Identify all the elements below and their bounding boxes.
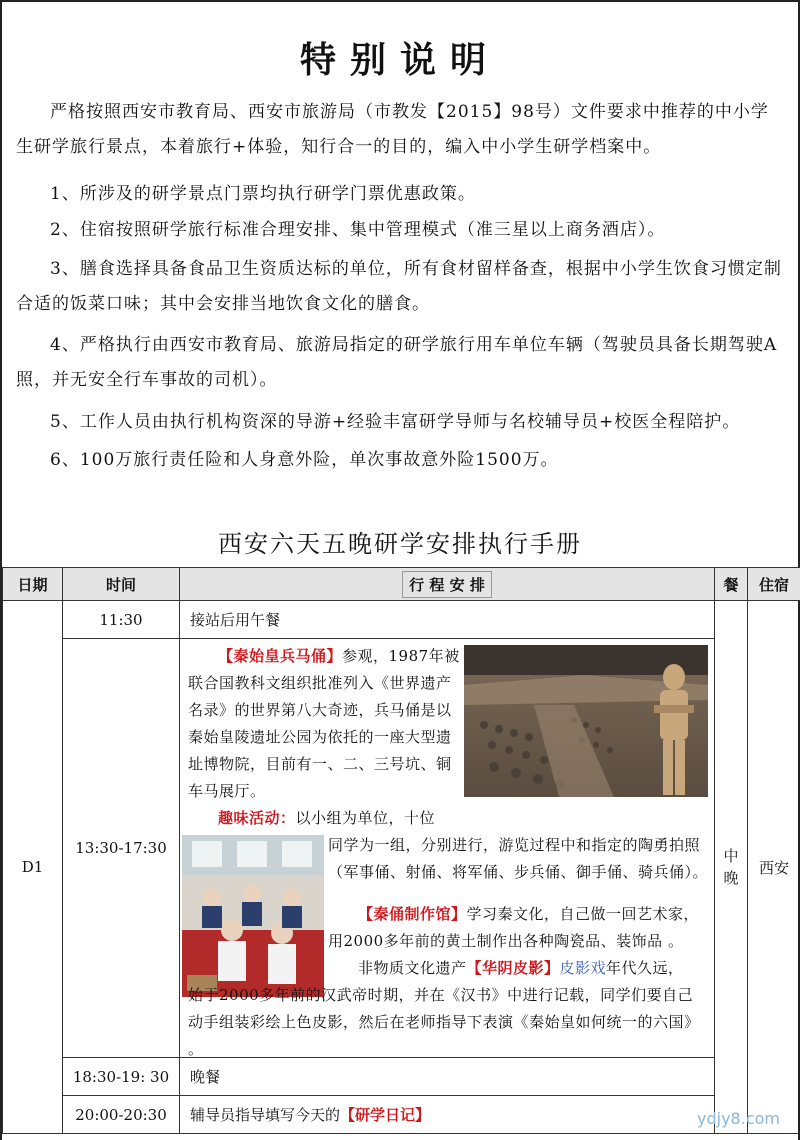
notice-item-4: 4、严格执行由西安市教育局、旅游局指定的研学旅行用车单位车辆（驾驶员具备长期驾驶A照，并无安全行车事故的司机）。: [16, 335, 778, 390]
activity-line-2: 同学为一组，分别进行，游览过程中和指定的陶勇拍照（军事俑、射俑、将军俑、步兵俑、御手俑、骑兵俑）。: [328, 836, 709, 881]
notice-item-3: 3、膳食选择具备食品卫生资质达标的单位，所有食材留样备查，根据中小学生饮食习惯定制合适的饭菜口味；其中会安排当地饮食文化的膳食。: [16, 259, 782, 314]
table-row: [3, 639, 800, 1058]
day-cell: D1: [3, 601, 63, 1134]
notice-intro: 严格按照西安市教育局、西安市旅游局（市教发【2015】98号）文件要求中推荐的中小学生研学旅行景点，本着旅行+体验，知行合一的目的，编入中小学生研学档案中。: [16, 102, 769, 157]
terracotta-warriors-photo: [464, 645, 708, 797]
time-cell: 20:00-20:30: [63, 1096, 180, 1134]
itinerary-cell: 辅导员指导填写今天的【研学日记】: [180, 1096, 715, 1134]
terracotta-paragraph: 【秦始皇兵马俑】参观，1987年被联合国教科文组织批准列入《世界遗产名录》的世界第八大奇迹，兵马俑是以秦始皇陵遗址公园为依托的一座大型遗址博物院，目前有一、二、三号坑、铜车马展厅。: [188, 647, 460, 800]
header-lodging: 住宿: [748, 568, 800, 601]
schedule-title: 西安六天五晚研学安排执行手册: [218, 530, 582, 558]
header-day: 日期: [3, 568, 63, 601]
time-cell: 11:30: [63, 601, 180, 639]
notice-item-5: 5、工作人员由执行机构资深的导游+经验丰富研学导师与名校辅导员+校医全程陪护。: [50, 412, 741, 432]
header-itinerary: 行 程 安 排: [180, 568, 715, 601]
lodging-cell: 西安: [748, 601, 800, 1134]
itinerary-cell: 晚餐: [180, 1058, 715, 1096]
table-row: [3, 1096, 800, 1134]
header-meal: 餐: [715, 568, 748, 601]
itinerary-cell: 接站后用午餐: [180, 601, 715, 639]
activity-line-1: 趣味活动：以小组为单位，十位: [218, 809, 436, 827]
notice-item-6: 6、100万旅行责任险和人身意外险，单次事故意外险1500万。: [50, 450, 559, 470]
notice-title: 特别说明: [299, 39, 500, 81]
shadow-play-paragraph: 始于2000多年前的汉武帝时期，并在《汉书》中进行记载，同学们要自己动手组装彩绘上色皮影，然后在老师指导下表演《秦始皇如何统一的六国》 。: [188, 986, 700, 1058]
table-row: [3, 601, 800, 639]
itinerary-detail-cell: [180, 639, 715, 1058]
time-cell: 13:30-17:30: [63, 639, 180, 1058]
table-row: [3, 1058, 800, 1096]
students-crafting-photo: [182, 835, 324, 997]
table-header-row: [3, 568, 800, 601]
meal-cell: 中晚: [715, 601, 748, 1134]
schedule-table: [2, 567, 800, 1134]
watermark-text: ydjy8.com: [697, 1109, 780, 1128]
notice-item-1: 1、所涉及的研学景点门票均执行研学门票优惠政策。: [50, 184, 476, 204]
time-cell: 18:30-19: 30: [63, 1058, 180, 1096]
header-time: 时间: [63, 568, 180, 601]
workshop-paragraph: 【秦俑制作馆】学习秦文化，自己做一回艺术家，用2000多年前的黄土制作出各种陶瓷品、装饰品 。: [328, 905, 700, 950]
notice-item-2: 2、住宿按照研学旅行标准合理安排、集中管理模式（准三星以上商务酒店）。: [50, 220, 666, 240]
shadow-play-line-1: 非物质文化遗产【华阴皮影】皮影戏年代久远，: [358, 959, 684, 977]
